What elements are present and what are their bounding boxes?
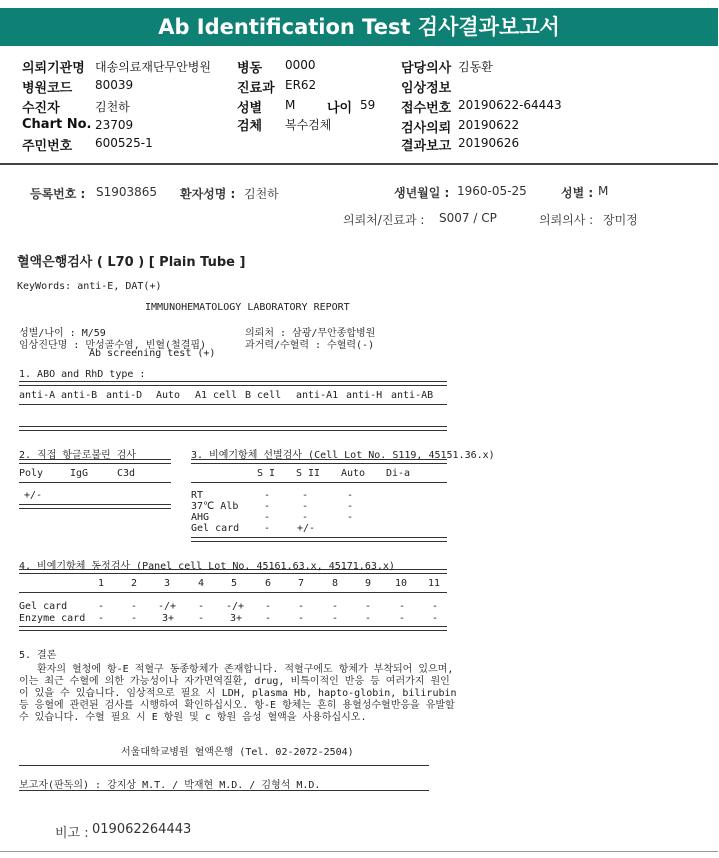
s4-cell: - [131, 601, 138, 612]
s4-col: 5 [231, 578, 238, 589]
section-title: 혈액은행검사 ( L70 ) [ Plain Tube ] [17, 255, 246, 270]
ward-value: 0000 [285, 58, 316, 72]
s4-col: 9 [365, 578, 372, 589]
s4-col: 11 [428, 578, 441, 589]
dob-value: 1960-05-25 [457, 184, 527, 198]
s2-col: C3d [117, 468, 136, 479]
s1-rule-top [19, 381, 447, 386]
ward-label: 병동 [237, 61, 263, 76]
age-label: 나이 [327, 101, 353, 116]
institution-label: 의뢰기관명 [22, 61, 85, 76]
s1-col: B cell [245, 390, 282, 401]
s4-cell: - [365, 601, 372, 612]
s4-cell: - [298, 613, 305, 624]
s4-col: 1 [98, 578, 105, 589]
referral-doctor-value: 장미정 [603, 213, 638, 227]
s4-cell: - [98, 613, 105, 624]
reg-label: 등록번호 : [30, 187, 86, 201]
sex-value: M [285, 98, 296, 112]
reg-value: S1903865 [96, 185, 158, 199]
report-label: 결과보고 [401, 139, 452, 154]
s3-cell: +/- [297, 523, 316, 534]
s3-cell: - [264, 523, 271, 534]
s2-title: 2. 직접 항글로불린 검사 [19, 450, 137, 461]
chart-value: 23709 [95, 118, 134, 132]
s1-col: anti-B [61, 390, 98, 401]
s3-cell: - [264, 501, 271, 512]
receipt-label: 접수번호 [401, 101, 452, 116]
dept-label: 진료과 [237, 81, 275, 96]
header-divider [0, 163, 718, 165]
report-value: 20190626 [458, 136, 520, 150]
s4-col: 3 [164, 578, 171, 589]
s3-col: Di-a [386, 468, 411, 479]
s2-value: +/- [24, 490, 43, 501]
s4-row-label: Enzyme card [19, 613, 86, 624]
s2-col: IgG [70, 468, 89, 479]
s4-cell: - [332, 613, 339, 624]
s4-title: 4. 비예기항체 동정검사 (Panel cell Lot No. 45161.63.x, 45171.63.x) [19, 561, 395, 572]
s4-cell: - [399, 601, 406, 612]
s4-cell: - [432, 613, 439, 624]
s1-title: 1. ABO and RhD type : [19, 369, 146, 380]
s3-row-label: 37℃ Alb [191, 501, 239, 512]
s3-cell: - [347, 490, 354, 501]
s1-col: anti-A [19, 390, 56, 401]
remark-label: 비고 : [55, 826, 89, 841]
doctor-value: 김동환 [458, 60, 493, 74]
chart-label: Chart No. [22, 117, 92, 132]
s4-col: 2 [131, 578, 138, 589]
s1-col: anti-A1 [296, 390, 339, 401]
request-label: 검사의뢰 [401, 121, 452, 136]
reporter: 보고자(판독의) : 강지상 M.T. / 박재현 M.D. / 김형석 M.D. [19, 780, 321, 791]
report-title-bar: Ab Identification Test 검사결과보고서 [0, 8, 718, 46]
s3-row-label: AHG [191, 512, 210, 523]
s3-cell: - [264, 490, 271, 501]
s3-title: 3. 비예기항체 선별검사 (Cell Lot No. S119, 45151.36.x) [191, 450, 495, 461]
s4-cell: - [98, 601, 105, 612]
specimen-label: 검체 [237, 119, 263, 134]
info-history: 과거력/수혈력 : 수혈력(-) [245, 340, 375, 351]
s1-col: anti-H [346, 390, 383, 401]
request-value: 20190622 [458, 118, 520, 132]
reporter-rule-bottom [19, 790, 429, 791]
s4-rule-top [19, 569, 447, 574]
s3-cell: - [347, 501, 354, 512]
s4-col: 7 [298, 578, 305, 589]
s4-cell: 3+ [162, 613, 175, 624]
conclusion-text: 환자의 혈청에 항-E 적혈구 동종항체가 존재합니다. 적혈구에도 항체가 부착되어 있으며, 이는 최근 수혈에 의한 가능성이나 자가면역질환, drug, 비특이적인 반응 등 여러가지 원인이 있을 수 있습니다. 임상적으로 필요 시 LDH, plasma Hb, hapto-globin, bilirubin 등 응혈에 관련된 검사를 시행하여 확인하십시오. 항-E 항체는 흔히 용혈성수혈반응을 유발할 수 있습니다. 수혈 필요 시 E 항원 및 c 항원 음성 혈액을 사용하십시오. [19, 664, 457, 723]
remark-value: 019062264443 [92, 822, 192, 837]
info-diagnosis: 임상진단명 : 만성골수염, 빈혈(철결핍) [19, 340, 207, 351]
s4-cell: - [365, 613, 372, 624]
patient-name-label: 환자성명 : [180, 187, 236, 201]
clinical-label: 임상정보 [401, 81, 452, 96]
s4-cell: -/+ [226, 601, 245, 612]
s4-cell: - [399, 613, 406, 624]
referral-doctor-label: 의뢰의사 : [539, 213, 594, 227]
footer-divider [0, 851, 718, 852]
s4-cell: -/+ [158, 601, 177, 612]
lab-contact: 서울대학교병원 혈액은행 (Tel. 02-2072-2504) [121, 747, 354, 758]
specimen-value: 복수검체 [285, 118, 332, 132]
info-sex-age: 성별/나이 : M/59 [19, 328, 106, 339]
examinee-value: 김천하 [95, 100, 130, 114]
s4-cell: - [298, 601, 305, 612]
info-screen: Ab screening test (+) [89, 348, 216, 359]
patient-sex-label: 성별 : [561, 186, 594, 200]
dept-value: ER62 [285, 78, 317, 92]
s3-rule-mid [191, 482, 447, 483]
s1-col: anti-AB [391, 390, 434, 401]
s4-cell: - [131, 613, 138, 624]
s4-cell: - [332, 601, 339, 612]
s4-row-label: Gel card [19, 601, 68, 612]
s3-rule-bottom [191, 537, 447, 542]
s4-col: 10 [395, 578, 408, 589]
s3-row-label: RT [191, 490, 204, 501]
s3-cell: - [302, 490, 309, 501]
s3-col: Auto [341, 468, 366, 479]
s4-cell: - [198, 613, 205, 624]
s4-cell: - [265, 613, 272, 624]
s2-col: Poly [19, 468, 44, 479]
s4-rule-mid [19, 592, 447, 593]
s4-cell: 3+ [230, 613, 243, 624]
referral-dept-value: S007 / CP [439, 211, 497, 225]
s4-col: 6 [265, 578, 272, 589]
s1-col: Auto [156, 390, 181, 401]
doctor-label: 담당의사 [401, 61, 452, 76]
patient-sex-value: M [598, 184, 609, 198]
s3-rule-top [191, 459, 447, 464]
receipt-value: 20190622-64443 [458, 98, 562, 112]
s1-rule-mid [19, 404, 447, 405]
examinee-label: 수진자 [22, 101, 60, 116]
dob-label: 생년월일 : [394, 186, 450, 200]
s1-col: A1 cell [195, 390, 238, 401]
s1-rule-bottom [19, 426, 447, 431]
referral-dept-label: 의뢰처/진료과 : [343, 213, 425, 227]
s2-rule-bottom [19, 504, 171, 509]
s3-cell: - [347, 512, 354, 523]
patient-name-value: 김천하 [244, 187, 279, 201]
sex-label: 성별 [237, 101, 263, 116]
institution-value: 대송의료재단무안병원 [95, 60, 211, 74]
age-value: 59 [360, 98, 376, 112]
s4-cell: - [432, 601, 439, 612]
s3-cell: - [264, 512, 271, 523]
s4-cell: - [198, 601, 205, 612]
rrn-value: 600525-1 [95, 136, 153, 150]
s4-col: 4 [198, 578, 205, 589]
s2-rule-top [19, 459, 171, 464]
info-referral: 의뢰처 : 삼광/무안종합병원 [245, 328, 376, 339]
reporter-rule-top [19, 765, 429, 766]
keywords: KeyWords: anti-E, DAT(+) [17, 281, 162, 292]
rrn-label: 주민번호 [22, 139, 73, 154]
hospital-code-label: 병원코드 [22, 81, 73, 96]
s4-cell: - [265, 601, 272, 612]
s1-col: anti-D [106, 390, 143, 401]
s3-cell: - [302, 512, 309, 523]
s4-col: 8 [332, 578, 339, 589]
s4-rule-bottom [19, 626, 447, 631]
s3-col: S II [296, 468, 321, 479]
s3-col: S I [257, 468, 276, 479]
s5-title: 5. 결론 [19, 650, 57, 661]
report-heading: IMMUNOHEMATOLOGY LABORATORY REPORT [145, 302, 350, 313]
hospital-code-value: 80039 [95, 78, 134, 92]
s3-cell: - [302, 501, 309, 512]
s2-rule-mid [19, 482, 171, 483]
s3-row-label: Gel card [191, 523, 240, 534]
